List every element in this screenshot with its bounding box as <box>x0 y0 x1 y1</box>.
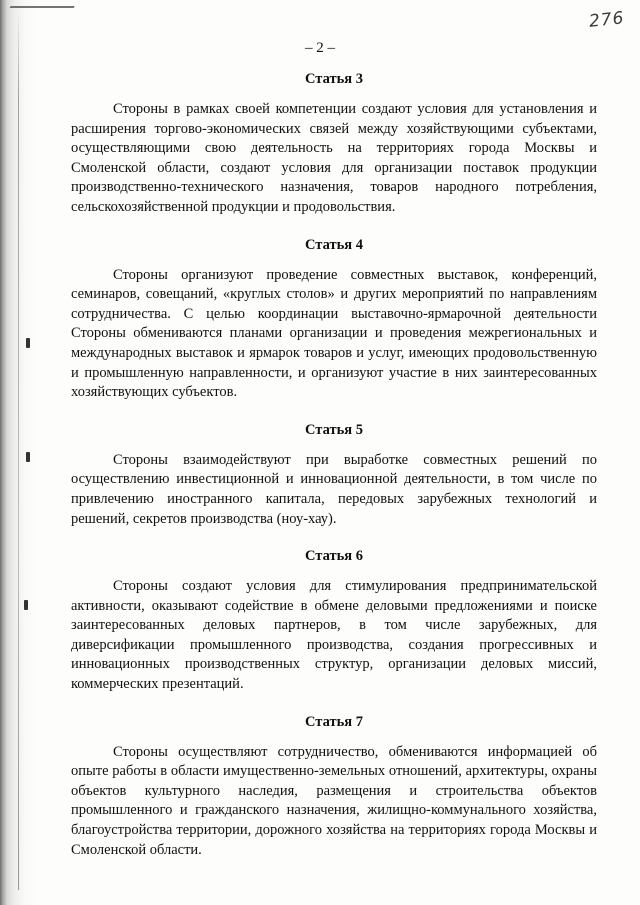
handwritten-page-mark: 276 <box>587 8 625 32</box>
page-number: – 2 – <box>305 40 335 56</box>
binding-line <box>18 10 19 890</box>
corner-scan-mark <box>1 6 74 26</box>
article-text: Стороны организуют проведение совместных выставок, конференций, семинаров, совещаний, «круглых столов» и других мероприятий по направлениям сотрудничества. С целью координации выставочно-ярмарочной деятельности Стороны обмениваются планами организации и проведения межрегиональных и международных выставок и ярмарок товаров и услуг, имеющих продовольственную и промышленную направленности, и организуют участие в них заинтересованных хозяйствующих субъектов. <box>71 266 597 401</box>
article-title: Статья 3 <box>305 71 363 87</box>
binding-hole-mark <box>26 452 30 462</box>
binding-edge <box>0 0 40 905</box>
article-title: Статья 5 <box>305 421 363 438</box>
article-5 <box>71 421 597 529</box>
article-text: Стороны в рамках своей компетенции создают условия для установления и расширения торгово-экономических связей между хозяйствующими субъектами, осуществляющими свою деятельность на территориях города Москвы и Смоленской области, создают условия для организации поставок продукции производственно-технического назначения, товаров народного потребления, сельскохозяйственной продукции и продовольствия. <box>71 101 597 215</box>
article-3 <box>71 70 597 218</box>
article-text: Стороны осуществляют сотрудничество, обмениваются информацией об опыте работы в области имущественно-земельных отношений, архитектуры, охраны объектов культурного наследия, размещения и строительства объектов промышленного и гражданского назначения, жилищно-коммунального хозяйства, благоустройства территории, дорожного хозяйства на территориях города Москвы и Смоленской области. <box>71 743 597 858</box>
article-4 <box>71 236 597 403</box>
article-title: Статья 6 <box>305 548 363 565</box>
binding-hole-mark <box>26 338 30 348</box>
article-text: Стороны взаимодействуют при выработке совместных решений по осуществлению инвестиционной и инновационной деятельности, в том числе по привлечению иностранного капитала, передовых зарубежных технологий и решений, секретов производства (ноу-хау). <box>71 451 597 527</box>
article-title: Статья 4 <box>305 236 363 253</box>
article-7 <box>71 713 597 861</box>
article-6 <box>71 547 597 695</box>
article-text: Стороны создают условия для стимулирования предпринимательской активности, оказывают содействие в обмене деловыми предложениями и поиске заинтересованных деловых партнеров, в том числе зарубежных, для диверсификации промышленного производства, создания прогрессивных и инновационных производственных структур, организации деловых миссий, коммерческих презентаций. <box>71 578 597 693</box>
document-body <box>71 70 597 878</box>
binding-hole-mark <box>24 600 28 610</box>
article-title: Статья 7 <box>305 713 363 730</box>
